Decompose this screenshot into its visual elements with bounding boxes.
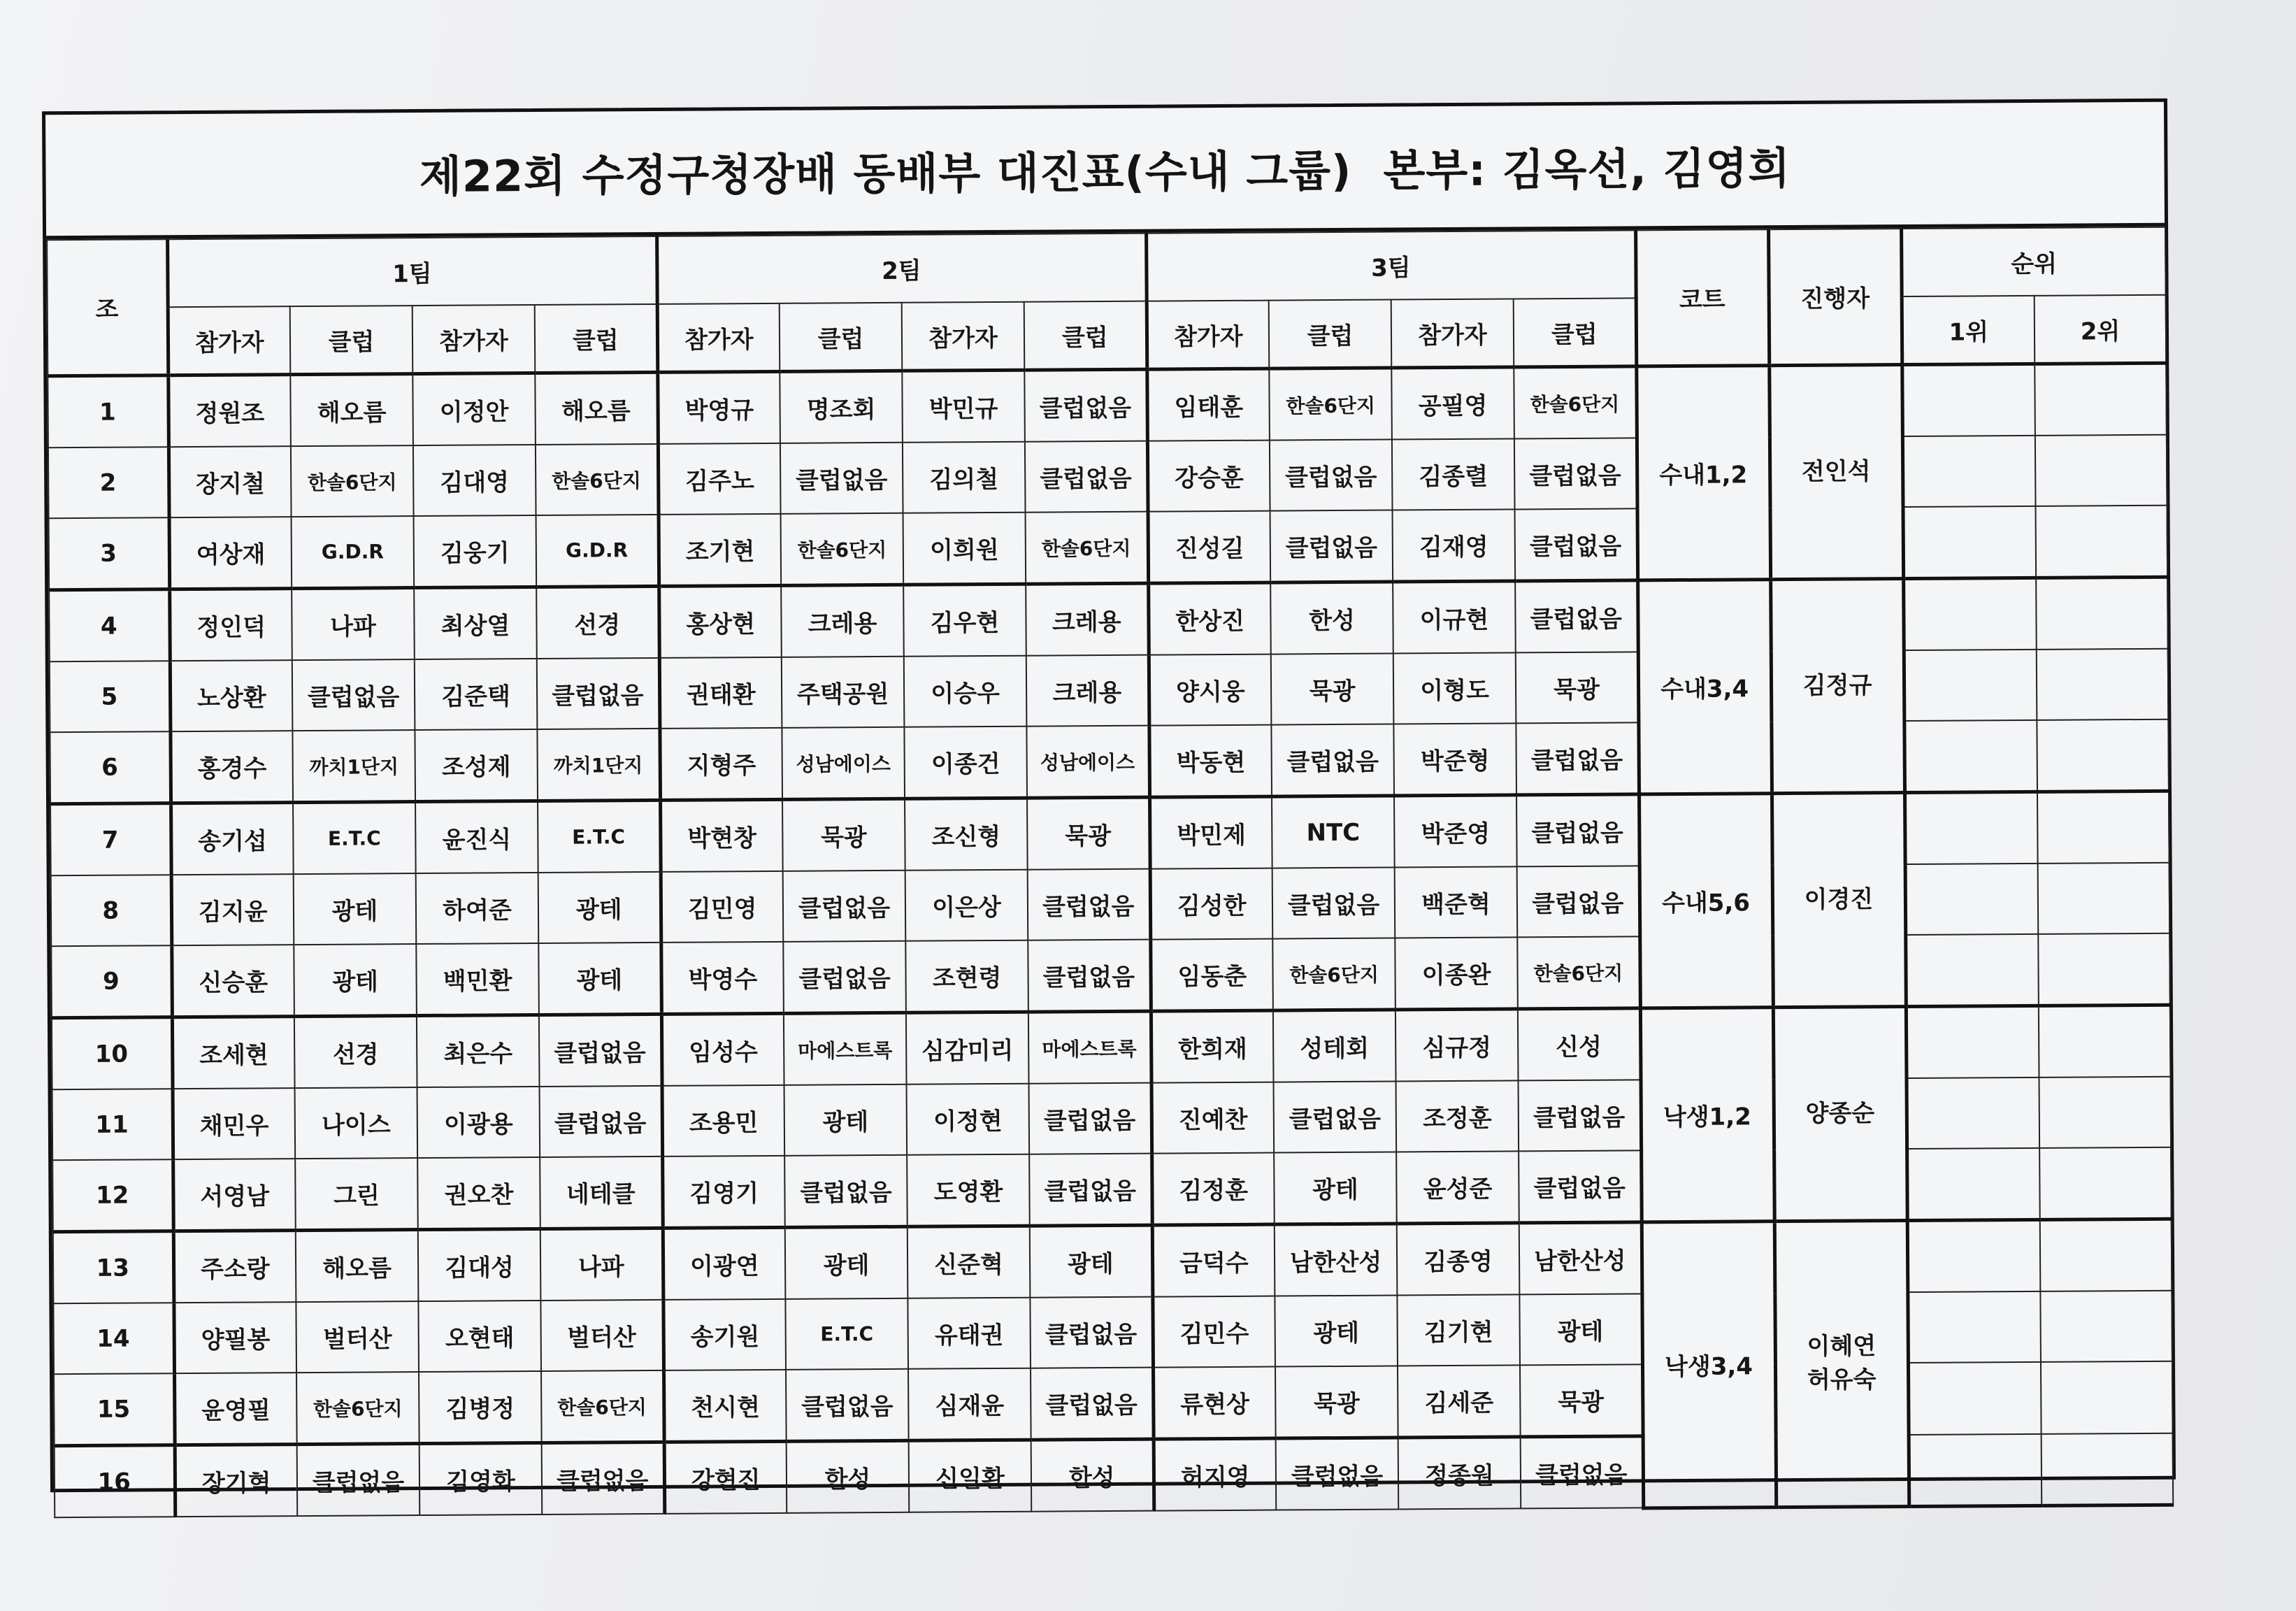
participant-name: 신일환: [909, 1440, 1032, 1512]
participant-name: 김지윤: [171, 874, 294, 945]
participant-name: 주소랑: [173, 1231, 296, 1303]
participant-name: 박준영: [1394, 795, 1517, 868]
group-number: 14: [53, 1303, 174, 1374]
rank1-cell[interactable]: [1907, 1077, 2040, 1149]
club-name: 선경: [536, 586, 659, 659]
club-name: 클럽없음: [1029, 1083, 1152, 1154]
team2-club-header: 클럽: [780, 303, 903, 372]
participant-name: 이형도: [1393, 652, 1516, 724]
table-row: [53, 1219, 2172, 1303]
rank1-cell[interactable]: [1907, 1291, 2041, 1363]
club-name: 벌터산: [296, 1301, 419, 1373]
participant-name: 장지철: [168, 446, 292, 517]
court-header: 코트: [1635, 229, 1769, 366]
participant-name: 박준형: [1393, 723, 1516, 796]
rank2-cell[interactable]: [2039, 1077, 2172, 1148]
club-name: 남한산성: [1275, 1224, 1398, 1296]
rank2-cell[interactable]: [2035, 363, 2167, 436]
participant-name: 윤영필: [174, 1373, 297, 1445]
club-name: 광테: [538, 872, 661, 943]
rank2-cell[interactable]: [2038, 933, 2170, 1006]
club-name: E.T.C: [785, 1298, 908, 1370]
participant-name: 백준혁: [1395, 866, 1518, 938]
table-row: [48, 363, 2167, 448]
club-name: E.T.C: [293, 802, 416, 875]
rank1-cell[interactable]: [1904, 650, 2037, 721]
participant-name: 박민제: [1149, 796, 1272, 869]
team2-club-header: 클럽: [1024, 301, 1147, 371]
club-name: 묵광: [1520, 1364, 1643, 1437]
club-name: 마에스트록: [1028, 1011, 1151, 1084]
host-cell: 양종순: [1773, 1007, 1907, 1222]
participant-name: 김의철: [903, 442, 1026, 513]
club-name: 클럽없음: [1519, 1150, 1642, 1223]
participant-name: 진예찬: [1151, 1082, 1275, 1154]
participant-name: 임태훈: [1147, 368, 1270, 441]
rank1-cell[interactable]: [1904, 792, 2038, 864]
participant-name: 윤진식: [415, 801, 538, 873]
participant-name: 송기원: [663, 1299, 786, 1370]
table-row: [52, 1005, 2171, 1089]
club-name: 한솔6단지: [296, 1372, 419, 1445]
participant-name: 임동춘: [1150, 939, 1273, 1012]
club-name: 클럽없음: [537, 658, 660, 729]
club-name: 신성: [1518, 1008, 1641, 1081]
participant-name: 신승훈: [171, 945, 294, 1017]
team2-participant-header: 참가자: [902, 302, 1025, 371]
club-name: 한솔6단지: [781, 513, 904, 586]
club-name: NTC: [1272, 796, 1395, 868]
host-cell: 이경진: [1772, 793, 1906, 1008]
rank2-cell[interactable]: [2042, 1433, 2174, 1505]
team3-participant-header: 참가자: [1391, 299, 1514, 368]
rank-header: 순위: [1901, 227, 2166, 296]
club-name: 클럽없음: [1271, 724, 1394, 797]
participant-name: 박민규: [902, 370, 1025, 443]
club-name: 남한산성: [1519, 1222, 1642, 1295]
participant-name: 송기섭: [171, 803, 294, 875]
rank2-cell[interactable]: [2037, 649, 2169, 720]
club-name: 클럽없음: [1024, 369, 1147, 442]
club-name: 클럽없음: [542, 1442, 665, 1515]
rank1-cell[interactable]: [1907, 1219, 2041, 1292]
club-name: 성남에이스: [1026, 726, 1149, 799]
team1-participant-header: 참가자: [168, 306, 291, 375]
club-name: 광테: [538, 943, 661, 1015]
club-name: 나파: [292, 588, 415, 661]
group-number: 16: [55, 1445, 175, 1518]
club-name: 벌터산: [540, 1300, 663, 1371]
participant-name: 김웅기: [414, 515, 537, 588]
participant-name: 노상환: [170, 660, 293, 731]
team3-header: 3팀: [1146, 230, 1636, 301]
club-name: 묵광: [1275, 1366, 1398, 1438]
participant-name: 권오찬: [417, 1157, 540, 1230]
participant-name: 천시현: [663, 1370, 787, 1442]
rank2-cell[interactable]: [2036, 577, 2168, 650]
participant-name: 김세준: [1398, 1365, 1521, 1438]
group-number: 13: [53, 1231, 174, 1304]
participant-name: 김성한: [1150, 868, 1273, 940]
club-name: 클럽없음: [784, 1155, 907, 1228]
rank1-cell[interactable]: [1902, 364, 2035, 436]
participant-name: 류현상: [1153, 1367, 1276, 1440]
participant-name: 김종영: [1397, 1223, 1520, 1296]
club-name: 클럽없음: [783, 941, 906, 1014]
participant-name: 하여준: [416, 873, 539, 944]
club-name: 한솔6단지: [1514, 366, 1637, 439]
rank2-cell[interactable]: [2037, 719, 2169, 792]
rank2-cell[interactable]: [2039, 1147, 2172, 1220]
participant-name: 조세현: [172, 1017, 295, 1089]
club-name: 해오름: [290, 374, 413, 447]
host-cell: 김정규: [1770, 579, 1904, 794]
club-name: 광테: [1519, 1294, 1642, 1365]
participant-name: 이은상: [905, 870, 1028, 941]
club-name: 클럽없음: [1270, 440, 1393, 511]
participant-name: 김정훈: [1151, 1153, 1275, 1226]
club-name: 클럽없음: [1521, 1436, 1644, 1509]
rank2-cell[interactable]: [2039, 1005, 2171, 1077]
participant-name: 홍경수: [170, 731, 293, 803]
rank1-cell[interactable]: [1905, 864, 2039, 935]
club-name: G.D.R: [536, 515, 659, 587]
club-name: 클럽없음: [1515, 508, 1638, 581]
club-name: 크레용: [781, 585, 904, 657]
group-number: 15: [54, 1373, 175, 1446]
participant-name: 최상열: [414, 587, 537, 659]
participant-name: 김영기: [662, 1156, 785, 1229]
club-name: 클럽없음: [783, 871, 906, 942]
participant-name: 정원조: [168, 375, 291, 448]
group-header: 조: [47, 239, 168, 376]
club-name: 묵광: [1027, 797, 1150, 870]
club-name: 한성: [1031, 1439, 1154, 1512]
club-name: 마에스트록: [784, 1012, 907, 1085]
club-name: 한솔6단지: [536, 444, 659, 515]
club-name: 까치1단지: [292, 730, 415, 803]
rank2-cell[interactable]: [2040, 1219, 2172, 1291]
group-number: 7: [50, 803, 171, 876]
rank2-cell[interactable]: [2036, 506, 2168, 578]
page-title: 제22회 수정구청장배 동배부 대진표(수내 그룹) 본부: 김옥선, 김영희: [45, 102, 2165, 240]
participant-name: 윤성준: [1396, 1151, 1519, 1224]
rank2-cell[interactable]: [2038, 863, 2170, 934]
participant-name: 이광용: [417, 1087, 540, 1158]
participant-name: 신준혁: [907, 1226, 1031, 1298]
table-row: [50, 791, 2169, 875]
group-number: 11: [52, 1089, 173, 1160]
club-name: 클럽없음: [1276, 1438, 1399, 1510]
participant-name: 허지영: [1154, 1438, 1277, 1511]
club-name: 광테: [1275, 1295, 1398, 1366]
table-row: [49, 577, 2168, 661]
participant-name: 양시웅: [1149, 654, 1272, 726]
team1-club-header: 클럽: [535, 304, 658, 373]
participant-name: 조성제: [415, 729, 538, 802]
rank2-header: 2위: [2035, 295, 2167, 364]
club-name: 한솔6단지: [1272, 938, 1395, 1011]
participant-name: 이종완: [1395, 937, 1518, 1010]
participant-name: 김우현: [903, 584, 1026, 657]
participant-name: 이광연: [663, 1227, 786, 1300]
participant-name: 김대영: [413, 445, 536, 516]
participant-name: 박영규: [657, 371, 780, 444]
club-name: 클럽없음: [1025, 441, 1148, 513]
rank1-header: 1위: [1902, 296, 2035, 365]
participant-name: 조신형: [905, 798, 1028, 871]
club-name: 한솔6단지: [291, 445, 414, 517]
club-name: 한솔6단지: [1026, 512, 1149, 585]
club-name: 클럽없음: [1270, 510, 1393, 583]
team3-participant-header: 참가자: [1147, 301, 1270, 370]
club-name: 성테회: [1273, 1010, 1396, 1082]
club-name: 네테클: [540, 1157, 663, 1229]
club-name: 까치1단지: [537, 729, 660, 801]
club-name: 클럽없음: [1272, 868, 1395, 939]
club-name: 묵광: [782, 799, 905, 871]
club-name: 묵광: [1271, 654, 1394, 725]
rank1-cell[interactable]: [1907, 1148, 2040, 1221]
participant-name: 김병정: [419, 1371, 542, 1444]
group-number: 3: [49, 517, 170, 590]
participant-name: 이희원: [903, 513, 1026, 585]
rank1-cell[interactable]: [1909, 1433, 2042, 1506]
club-name: 클럽없음: [1274, 1081, 1397, 1152]
participant-name: 조기현: [659, 514, 782, 587]
group-number: 9: [51, 945, 172, 1018]
team3-club-header: 클럽: [1514, 298, 1637, 367]
rank2-cell[interactable]: [2041, 1361, 2173, 1434]
participant-name: 심감미리: [906, 1012, 1029, 1084]
club-name: 클럽없음: [292, 659, 415, 731]
participant-name: 김기현: [1397, 1294, 1520, 1366]
rank1-cell[interactable]: [1902, 436, 2036, 507]
club-name: 클럽없음: [786, 1369, 909, 1442]
participant-name: 장기혁: [175, 1445, 298, 1517]
club-name: 클럽없음: [297, 1444, 420, 1517]
club-name: 한솔6단지: [1269, 368, 1392, 441]
club-name: 클럽없음: [780, 443, 903, 514]
club-name: 클럽없음: [1517, 866, 1640, 937]
club-name: 클럽없음: [1028, 940, 1151, 1012]
participant-name: 강현진: [664, 1441, 787, 1514]
club-name: 광테: [784, 1084, 907, 1156]
group-number: 8: [51, 875, 172, 946]
club-name: 선경: [294, 1016, 417, 1089]
participant-name: 채민우: [173, 1088, 296, 1159]
participant-name: 이정안: [412, 373, 536, 446]
participant-name: 강승훈: [1147, 441, 1270, 512]
participant-name: 이승우: [904, 656, 1027, 727]
club-name: 클럽없음: [1029, 1154, 1152, 1226]
club-name: 크레용: [1026, 655, 1149, 726]
participant-name: 심규정: [1395, 1009, 1519, 1082]
club-name: 광테: [294, 944, 417, 1017]
club-name: 명조회: [780, 371, 903, 443]
participant-name: 조정훈: [1396, 1080, 1519, 1152]
team1-participant-header: 참가자: [412, 305, 536, 374]
group-number: 5: [50, 661, 171, 732]
participant-name: 여상재: [169, 517, 292, 589]
rank1-cell[interactable]: [1906, 1005, 2039, 1078]
club-name: 클럽없음: [540, 1086, 663, 1157]
group-number: 6: [50, 731, 171, 804]
club-name: 클럽없음: [1519, 1080, 1642, 1151]
participant-name: 박동현: [1149, 725, 1272, 798]
club-name: 성남에이스: [782, 727, 905, 800]
participant-name: 진성길: [1148, 511, 1271, 584]
participant-name: 김대성: [418, 1229, 541, 1301]
team1-club-header: 클럽: [290, 306, 413, 375]
court-cell: 수내1,2: [1636, 366, 1770, 580]
court-cell: 낙생3,4: [1642, 1222, 1776, 1508]
host-header: 진행자: [1768, 229, 1902, 366]
club-name: 클럽없음: [539, 1014, 662, 1087]
participant-name: 이규현: [1393, 581, 1516, 654]
participant-name: 정종원: [1398, 1437, 1521, 1510]
group-number: 4: [49, 589, 170, 662]
participant-name: 조현령: [905, 940, 1028, 1013]
group-number: 12: [52, 1159, 173, 1232]
rank1-cell[interactable]: [1905, 934, 2039, 1007]
participant-name: 백민환: [416, 943, 539, 1016]
court-cell: 수내3,4: [1637, 580, 1772, 794]
club-name: 광테: [785, 1226, 908, 1299]
rank1-cell[interactable]: [1903, 506, 2037, 579]
participant-name: 이정현: [907, 1084, 1030, 1155]
club-name: 광테: [294, 873, 417, 945]
participant-name: 김민수: [1152, 1296, 1275, 1368]
participant-name: 김재영: [1393, 509, 1516, 582]
club-name: 크레용: [1026, 583, 1149, 656]
bracket-table: [46, 227, 2174, 1519]
participant-name: 김영화: [419, 1442, 543, 1515]
club-name: 주택공원: [782, 657, 905, 728]
club-name: 클럽없음: [1516, 794, 1640, 867]
group-number: 2: [48, 447, 169, 518]
participant-name: 도영환: [907, 1154, 1030, 1227]
club-name: 그린: [295, 1158, 418, 1231]
team1-header: 1팀: [167, 236, 657, 307]
participant-name: 임성수: [661, 1013, 784, 1086]
participant-name: 공필영: [1391, 367, 1514, 440]
court-cell: 수내5,6: [1639, 794, 1773, 1008]
participant-name: 김주노: [658, 443, 781, 515]
club-name: 클럽없음: [1031, 1368, 1154, 1440]
club-name: 나이스: [295, 1087, 418, 1159]
participant-name: 오현태: [418, 1301, 541, 1372]
participant-name: 한상진: [1148, 582, 1271, 655]
club-name: 광테: [1274, 1152, 1397, 1224]
participant-name: 이종건: [904, 726, 1027, 799]
participant-name: 홍상현: [659, 585, 782, 658]
club-name: G.D.R: [292, 516, 415, 589]
group-number: 1: [48, 375, 168, 448]
club-name: 클럽없음: [1514, 438, 1637, 509]
participant-name: 금덕수: [1152, 1224, 1275, 1297]
club-name: 한솔6단지: [1517, 936, 1640, 1009]
court-cell: 낙생1,2: [1640, 1008, 1774, 1222]
participant-name: 박현창: [660, 799, 783, 872]
participant-name: 최은수: [417, 1015, 540, 1087]
participant-name: 한희재: [1151, 1010, 1274, 1083]
team3-club-header: 클럽: [1269, 300, 1392, 369]
club-name: 클럽없음: [1028, 869, 1151, 940]
club-name: 나파: [540, 1228, 663, 1301]
participant-name: 유태권: [907, 1298, 1031, 1369]
club-name: 해오름: [296, 1230, 419, 1303]
participant-name: 정인덕: [169, 589, 292, 661]
rank2-cell[interactable]: [2035, 435, 2167, 506]
rank1-cell[interactable]: [1903, 578, 2037, 650]
rank1-cell[interactable]: [1904, 720, 2037, 793]
participant-name: 박영수: [661, 942, 784, 1015]
participant-name: 서영남: [173, 1159, 296, 1231]
club-name: 한솔6단지: [541, 1370, 664, 1443]
participant-name: 지형주: [659, 728, 782, 801]
participant-name: 조용민: [662, 1085, 785, 1157]
club-name: 묵광: [1516, 652, 1639, 723]
bracket-table-frame: [42, 99, 2176, 1498]
host-cell: 전인석: [1769, 365, 1903, 580]
club-name: 광테: [1030, 1225, 1153, 1298]
club-name: 클럽없음: [1516, 722, 1639, 795]
rank1-cell[interactable]: [1908, 1362, 2042, 1435]
club-name: 클럽없음: [1515, 580, 1638, 653]
participant-name: 심재윤: [908, 1368, 1031, 1441]
participant-name: 권태환: [659, 657, 782, 729]
participant-name: 양필봉: [173, 1302, 296, 1373]
participant-name: 김준택: [415, 659, 538, 730]
participant-name: 김종렬: [1392, 438, 1515, 510]
club-name: E.T.C: [538, 800, 661, 873]
participant-name: 김민영: [661, 871, 784, 943]
rank2-cell[interactable]: [2037, 791, 2169, 864]
team2-header: 2팀: [656, 234, 1147, 304]
club-name: 클럽없음: [1030, 1297, 1153, 1368]
club-name: 한성: [787, 1440, 910, 1513]
group-number: 10: [52, 1017, 173, 1090]
team2-participant-header: 참가자: [657, 303, 780, 373]
club-name: 해오름: [535, 372, 658, 445]
host-cell: 이혜연 허유숙: [1774, 1221, 1909, 1508]
rank2-cell[interactable]: [2040, 1291, 2172, 1362]
club-name: 한성: [1270, 582, 1393, 654]
